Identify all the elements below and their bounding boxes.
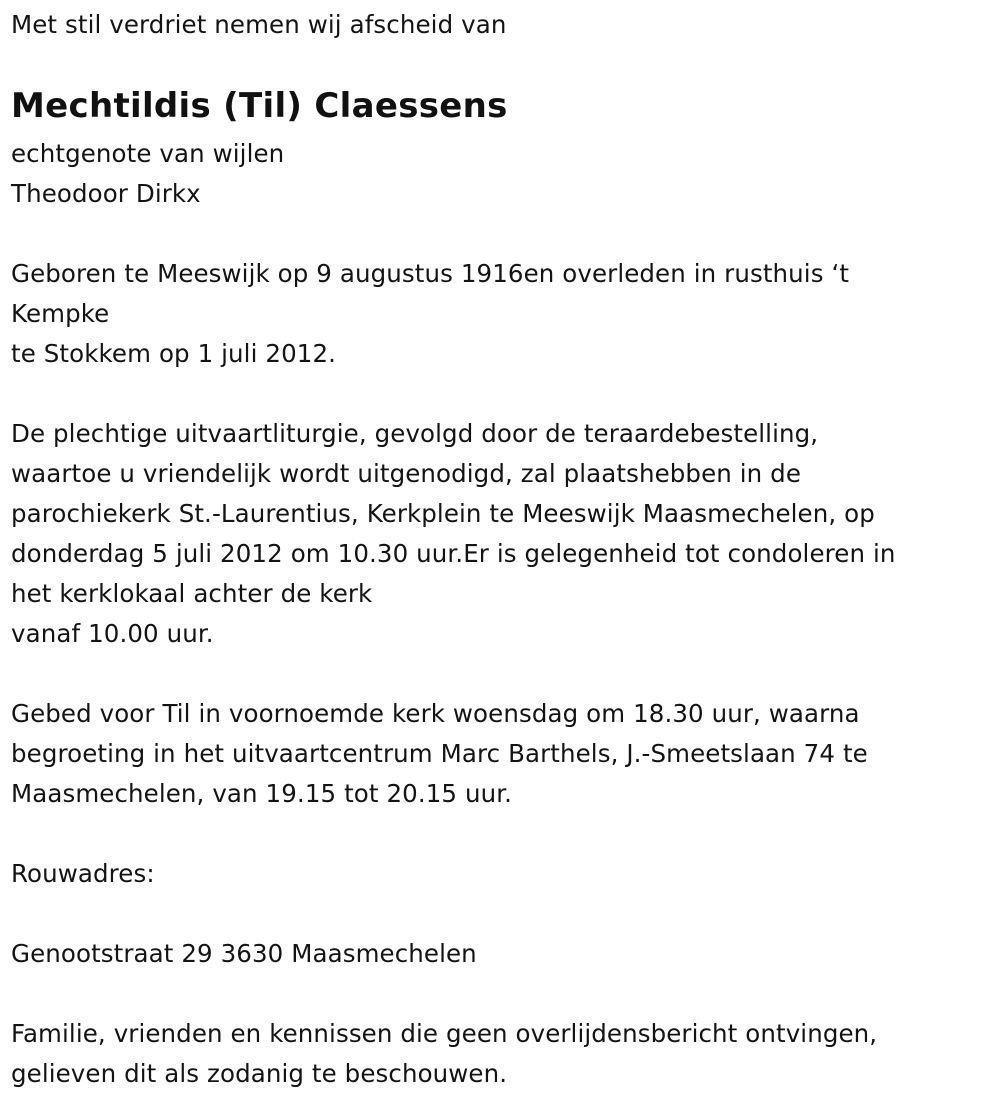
deceased-name: Mechtildis (Til) Claessens — [11, 86, 508, 126]
closing-line-1: Familie, vrienden en kennissen die geen overlijdensbericht ontvingen, — [11, 1019, 878, 1048]
funeral-line-1: De plechtige uitvaartliturgie, gevolgd door de teraardebestelling, — [11, 419, 819, 448]
funeral-line-2: waartoe u vriendelijk wordt uitgenodigd, zal plaatshebben in de — [11, 459, 802, 488]
address-label: Rouwadres: — [11, 859, 155, 888]
prayer-line-1: Gebed voor Til in voornoemde kerk woensdag om 18.30 uur, waarna — [11, 699, 860, 728]
birth-death-line-1: Geboren te Meeswijk op 9 augustus 1916en overleden in rusthuis ‘t — [11, 259, 850, 288]
address-text: Genootstraat 29 3630 Maasmechelen — [11, 939, 477, 968]
prayer-line-3: Maasmechelen, van 19.15 tot 20.15 uur. — [11, 779, 513, 808]
funeral-line-5: het kerklokaal achter de kerk — [11, 579, 373, 608]
intro-text: Met stil verdriet nemen wij afscheid van — [11, 10, 507, 39]
funeral-line-3: parochiekerk St.-Laurentius, Kerkplein te Meeswijk Maasmechelen, op — [11, 499, 875, 528]
closing-line-2: gelieven dit als zodanig te beschouwen. — [11, 1059, 508, 1088]
relation-line-1: echtgenote van wijlen — [11, 139, 285, 168]
prayer-line-2: begroeting in het uitvaartcentrum Marc Barthels, J.-Smeetslaan 74 te — [11, 739, 868, 768]
birth-death-line-3: te Stokkem op 1 juli 2012. — [11, 339, 337, 368]
birth-death-line-2: Kempke — [11, 299, 110, 328]
relation-line-2: Theodoor Dirkx — [11, 179, 201, 208]
funeral-line-6: vanaf 10.00 uur. — [11, 619, 214, 648]
funeral-line-4: donderdag 5 juli 2012 om 10.30 uur.Er is gelegenheid tot condoleren in — [11, 539, 896, 568]
